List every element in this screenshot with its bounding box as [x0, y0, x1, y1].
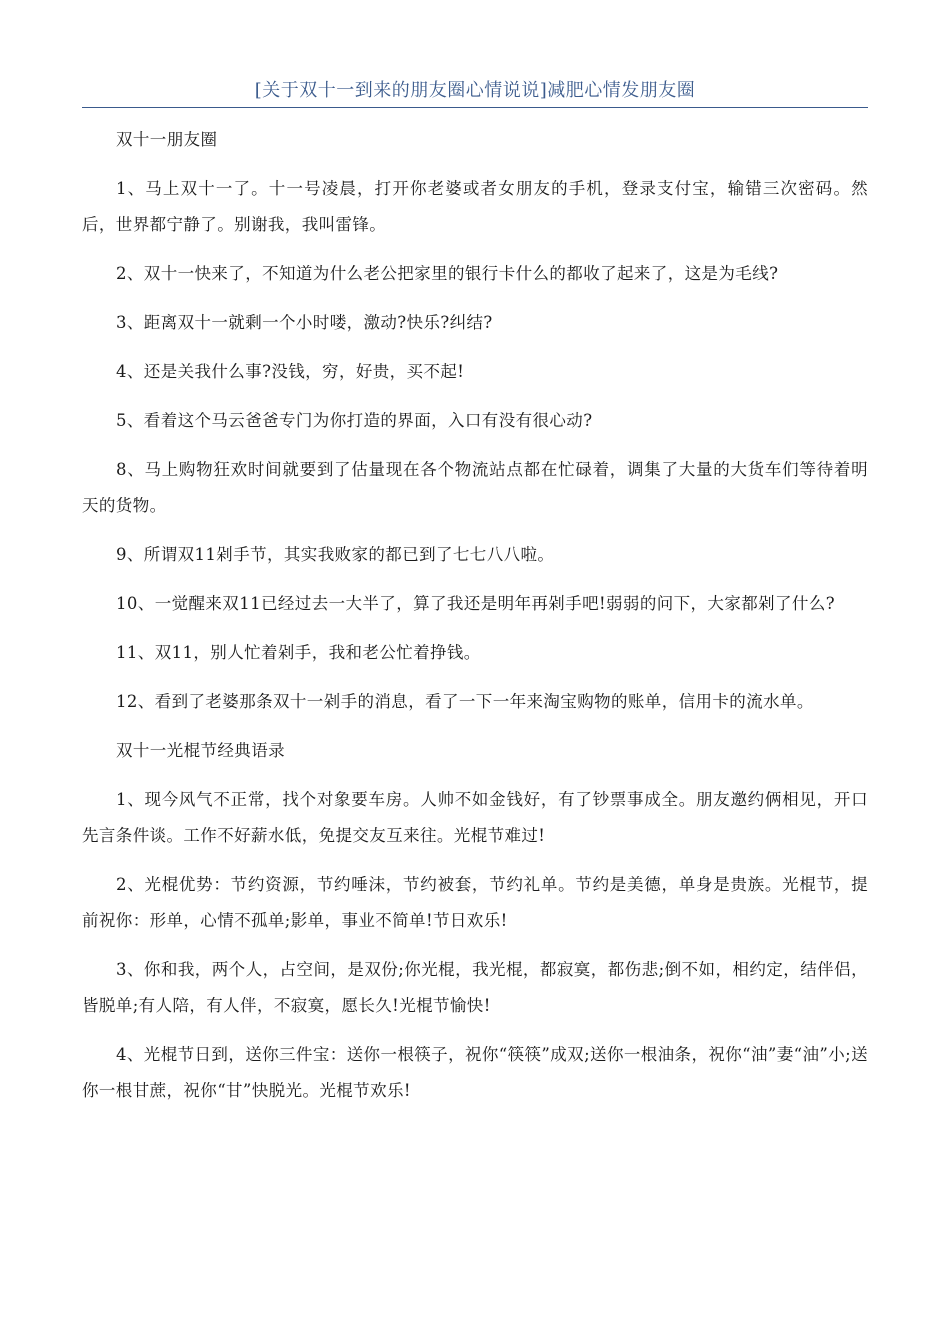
paragraph: 2、光棍优势：节约资源，节约唾沫，节约被套，节约礼单。节约是美德，单身是贵族。光棍节，提前祝你：形单，心情不孤单;影单，事业不简单!节日欢乐! — [82, 875, 868, 930]
paragraph: 3、距离双十一就剩一个小时喽，激动?快乐?纠结? — [116, 313, 493, 332]
document-title: [关于双十一到来的朋友圈心情说说]减肥心情发朋友圈 — [82, 78, 868, 108]
paragraph: 4、光棍节日到，送你三件宝：送你一根筷子，祝你“筷筷”成双;送你一根油条，祝你“油”妻“油”小;送你一根甘蔗，祝你“甘”快脱光。光棍节欢乐! — [82, 1045, 868, 1100]
document-body — [82, 122, 868, 1109]
section-heading: 双十一朋友圈 — [116, 130, 218, 149]
paragraph: 1、马上双十一了。十一号凌晨，打开你老婆或者女朋友的手机，登录支付宝，输错三次密码。然后，世界都宁静了。别谢我，我叫雷锋。 — [82, 179, 868, 234]
paragraph: 12、看到了老婆那条双十一剁手的消息，看了一下一年来淘宝购物的账单，信用卡的流水单。 — [116, 692, 814, 711]
paragraph: 8、马上购物狂欢时间就要到了估量现在各个物流站点都在忙碌着，调集了大量的大货车们等待着明天的货物。 — [82, 460, 868, 515]
paragraph: 3、你和我，两个人，占空间，是双份;你光棍，我光棍，都寂寞，都伤悲;倒不如，相约定，结伴侣，皆脱单;有人陪，有人伴，不寂寞，愿长久!光棍节愉快! — [82, 960, 868, 1015]
document-page — [82, 78, 868, 1122]
paragraph: 9、所谓双11剁手节，其实我败家的都已到了七七八八啦。 — [116, 545, 555, 564]
paragraph: 2、双十一快来了，不知道为什么老公把家里的银行卡什么的都收了起来了，这是为毛线? — [116, 264, 779, 283]
paragraph: 4、还是关我什么事?没钱，穷，好贵，买不起! — [116, 362, 465, 381]
section-heading: 双十一光棍节经典语录 — [116, 741, 285, 760]
paragraph: 10、一觉醒来双11已经过去一大半了，算了我还是明年再剁手吧!弱弱的问下，大家都剁了什么? — [116, 594, 835, 613]
paragraph: 1、现今风气不正常，找个对象要车房。人帅不如金钱好，有了钞票事成全。朋友邀约俩相见，开口先言条件谈。工作不好薪水低，免提交友互来往。光棍节难过! — [82, 790, 868, 845]
paragraph: 11、双11，别人忙着剁手，我和老公忙着挣钱。 — [116, 643, 481, 662]
paragraph: 5、看着这个马云爸爸专门为你打造的界面，入口有没有很心动? — [116, 411, 593, 430]
